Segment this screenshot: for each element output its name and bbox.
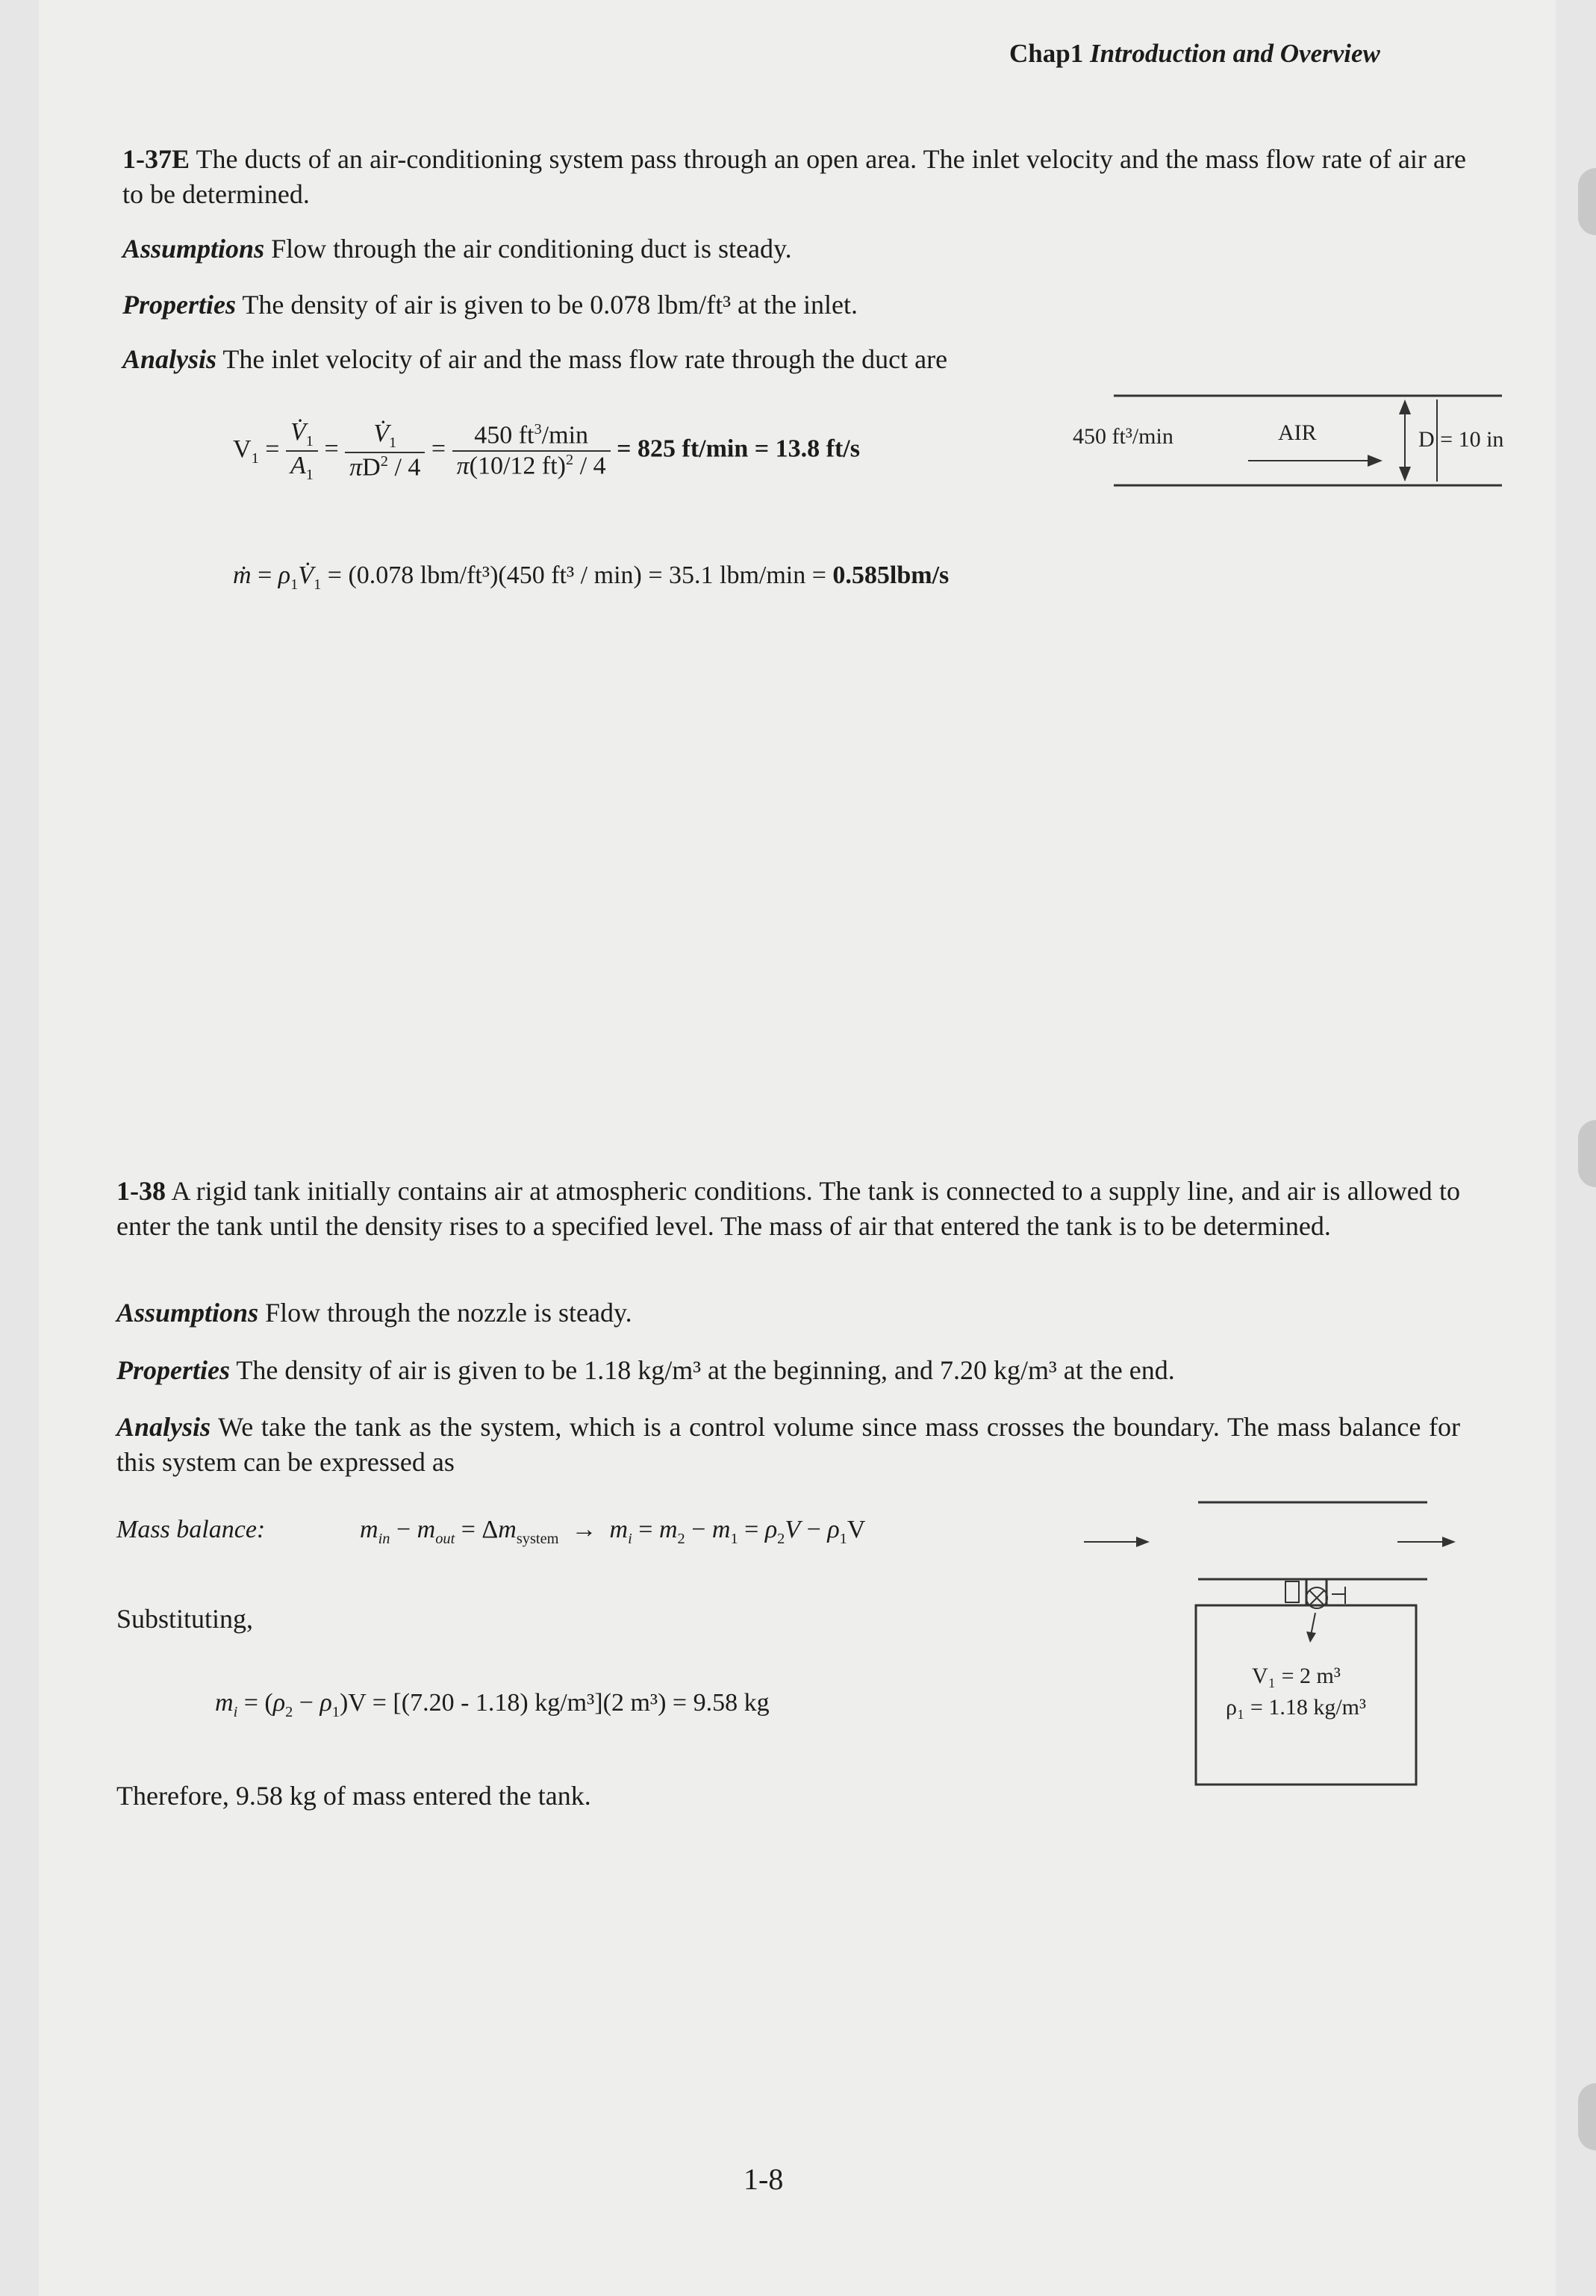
tank-diagram xyxy=(1069,1486,1457,1799)
problem-number: 1-37E xyxy=(122,144,190,174)
document-page xyxy=(39,0,1556,2296)
assumptions-1-38 xyxy=(116,1295,1460,1331)
properties-text: The density of air is given to be 1.18 kg/m³ at the beginning, and 7.20 kg/m³ at the end. xyxy=(236,1355,1175,1385)
velocity-result: = 825 ft/min = 13.8 ft/s xyxy=(617,435,860,463)
duct-diameter-label: D = 10 in xyxy=(1418,427,1504,452)
analysis-text: We take the tank as the system, which is a control volume since mass crosses the boundary. The mass balance for this system can be expressed as xyxy=(116,1412,1460,1477)
duct-flow-label: 450 ft³/min xyxy=(1073,424,1173,449)
analysis-text: The inlet velocity of air and the mass flow rate through the duct are xyxy=(222,344,948,374)
mass-flow-expression: = (0.078 lbm/ft³)(450 ft³ / min) = 35.1 lbm/min = xyxy=(327,561,833,589)
analysis-1-38 xyxy=(116,1410,1460,1480)
binder-tab xyxy=(1578,2083,1596,2150)
mass-flow-equation: ṁ = $\rho_1V̇_1 = (0.078$ lbm/ft³)(450 ft³ / min) = 35.1 lbm/min = 0.585lbm/s xyxy=(233,561,950,593)
duct-fluid-label: AIR xyxy=(1278,420,1317,445)
mass-flow-result: 0.585lbm/s xyxy=(832,561,950,589)
properties-label: Properties xyxy=(122,290,236,320)
problem-text: A rigid tank initially contains air at atmospheric conditions. The tank is connected to a supply line, and air is allowed to enter the tank until the density rises to a specified level. The mass of air that entered the tank is to be determined. xyxy=(116,1176,1461,1241)
substitution-result: = [(7.20 - 1.18) kg/m³](2 m³) = 9.58 kg xyxy=(372,1689,770,1717)
substitution-equation: $m_i = (\rho_2 - \rho_1)V = [(7.20 - 1.18)$ kg/m³](2 m³) = 9.58 kg xyxy=(215,1689,770,1720)
properties-text: The density of air is given to be 0.078 lbm/ft³ at the inlet. xyxy=(242,290,858,320)
page-number: 1-8 xyxy=(744,2162,784,2196)
assumptions-1-37E xyxy=(122,231,1466,267)
properties-label: Properties xyxy=(116,1355,230,1385)
binder-tab xyxy=(1578,1120,1596,1187)
properties-1-37E xyxy=(122,287,1466,323)
assumptions-text: Flow through the air conditioning duct is steady. xyxy=(271,234,792,264)
binder-tab xyxy=(1578,168,1596,235)
analysis-1-37E xyxy=(122,342,1466,377)
properties-1-38 xyxy=(116,1353,1460,1388)
problem-1-37E-statement xyxy=(122,142,1466,212)
problem-text: The ducts of an air-conditioning system pass through an open area. The inlet velocity and the mass flow rate of air are to be determined. xyxy=(122,144,1466,209)
tank-density-label: ρ₁ = 1.18 kg/m³ xyxy=(1226,1695,1367,1720)
analysis-label: Analysis xyxy=(116,1412,211,1442)
conclusion-text: Therefore, 9.58 kg of mass entered the tank. xyxy=(116,1781,591,1811)
assumptions-label: Assumptions xyxy=(122,234,265,264)
page-header xyxy=(1009,39,1380,69)
substituting-text: Substituting, xyxy=(116,1604,254,1634)
header-chapter: Chap1 xyxy=(1009,39,1084,68)
mass-balance-row xyxy=(116,1516,265,1544)
assumptions-text: Flow through the nozzle is steady. xyxy=(265,1298,632,1328)
problem-1-38-statement xyxy=(116,1174,1460,1244)
tank-volume-label: V₁ = 2 m³ xyxy=(1252,1664,1341,1688)
header-title: Introduction and Overview xyxy=(1089,39,1380,68)
problem-number: 1-38 xyxy=(116,1176,166,1206)
mass-balance-label: Mass balance: xyxy=(116,1516,266,1543)
analysis-label: Analysis xyxy=(122,344,217,374)
assumptions-label: Assumptions xyxy=(116,1298,259,1328)
mass-balance-equation: $m_{in} - m_{out} = \Delta m_{system} \to m_i = m_2 - m_1 = \rho_2V - \rho_1V$ xyxy=(360,1516,866,1547)
velocity-equation: $V_1$ = $\frac{V̇_1}{A_1}$ = $\frac{V̇_1}{\pi D^2 / 4}$ = $\frac{450 ft^3/\min}{\pi(10/12 ft)^2 / 4}$ = 825 ft/min = 13.8 ft/s xyxy=(233,418,860,483)
